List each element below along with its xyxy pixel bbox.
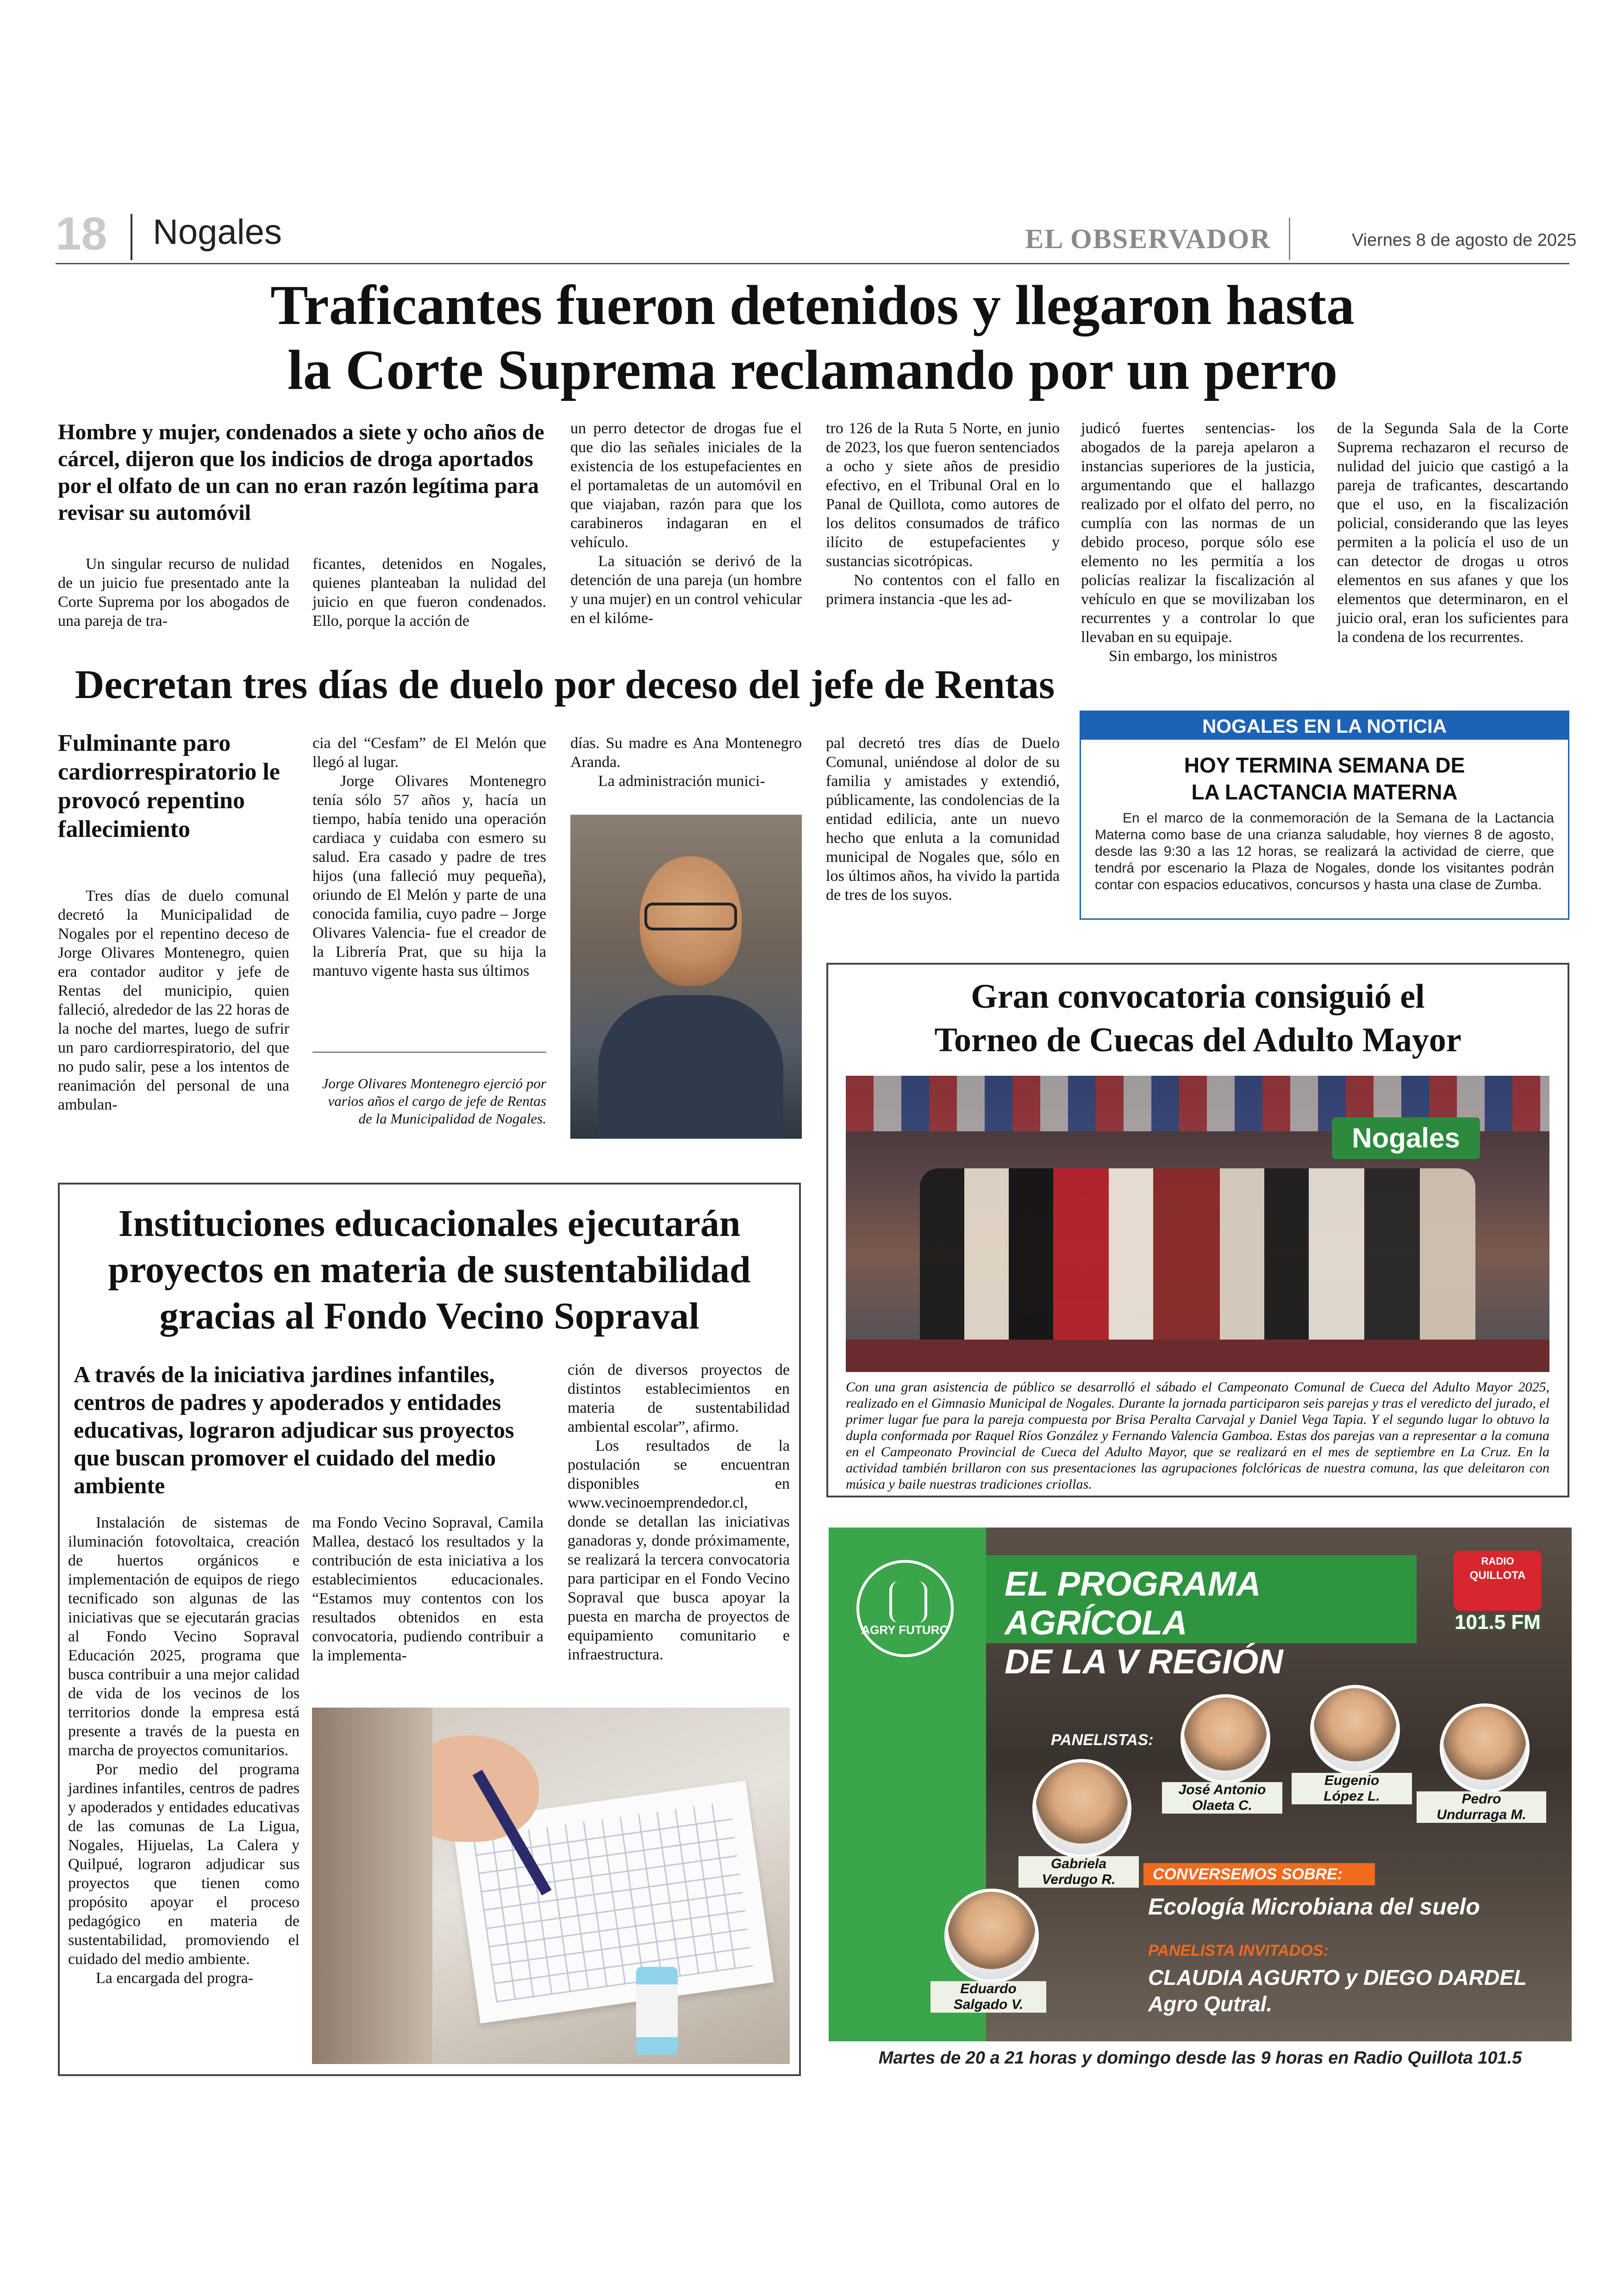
paragraph: Sin embargo, los ministros: [1109, 648, 1277, 665]
panelist-name-line: López L.: [1324, 1789, 1380, 1804]
sopraval-article-box: [58, 1183, 801, 2076]
article2-col2: [312, 734, 546, 980]
radio-ad: [829, 1528, 1572, 2041]
news-sidebar: [1080, 711, 1569, 920]
photo-banner-sign: Nogales: [1332, 1117, 1480, 1159]
section-name: Nogales: [153, 212, 282, 252]
panelist-name: [1417, 1791, 1546, 1823]
article1-col5: [1081, 419, 1315, 666]
article2-col3: [570, 734, 802, 791]
panelist-name: [1292, 1773, 1412, 1804]
article1-col6: [1337, 419, 1568, 647]
radio-quillota-logo: [1444, 1551, 1551, 1643]
article3-headline: [828, 975, 1568, 1062]
paragraph: Instalación de sistemas de iluminación fotovoltaica, creación de huertos orgánicos e implementación de equipos de riego tecnificado son algunas de las iniciativas que se ejecutarán gracias al Fondo Vecino Sopraval Educación 2025, programa que busca contribuir a una mejor calidad de vida de los vecinos de los territorios donde la empresa está presente a través de la puesta en marcha de proyectos comunitarios.: [68, 1514, 300, 1759]
panelist-photo: [1310, 1685, 1400, 1775]
paragraph: La encargada del progra-: [96, 1970, 254, 1987]
student-photo: [312, 1708, 790, 2064]
caption-rule: [312, 1052, 546, 1053]
ad-schedule: Martes de 20 a 21 horas y domingo desde las 9 horas en Radio Quillota 101.5: [878, 2048, 1522, 2068]
header-divider: [131, 214, 132, 260]
radio-frequency: 101.5 FM: [1455, 1611, 1541, 1634]
page-number: 18: [56, 208, 107, 260]
ad-title: [986, 1555, 1417, 1681]
panelist-photo: [1032, 1759, 1131, 1858]
logo-text-line: AGRY: [861, 1623, 896, 1637]
header-rule: [56, 263, 1569, 264]
panelist-name-line: José Antonio: [1178, 1782, 1266, 1797]
portrait-photo: [570, 815, 802, 1139]
article4-col3: [568, 1360, 790, 1664]
headline-line: Torneo de Cuecas del Adulto Mayor: [934, 1021, 1462, 1059]
ad-title-line: EL PROGRAMA AGRÍCOLA: [1005, 1565, 1260, 1642]
cueca-article-box: [826, 963, 1569, 1497]
logo-text: [859, 1623, 951, 1637]
sidebar-title-line: LA LACTANCIA MATERNA: [1191, 780, 1458, 804]
paragraph: No contentos con el fallo en primera instancia -que les ad-: [826, 572, 1060, 608]
cueca-caption: Con una gran asistencia de público se desarrolló el sábado el Campeonato Comunal de Cueca del Adulto Mayor 2025, realizado en el Gimnasio Municipal de Nogales. Durante la jornada participaron seis parejas y tras el veredicto del jurado, el primer lugar fue para la pareja compuesta por Brisa Peralta Carvajal y Daniel Vega Tapia. Y el segundo lugar lo obtuvo la dupla conformada por Raquel Ríos González y Fernando Valencia Gamboa. Estas dos parejas van a representar a la comuna en el Campeonato Provincial de Cueca del Adulto Mayor, que se realizará en el mes de septiembre en La Cruz. En la actividad también brillaron con sus presentaciones las agrupaciones folclóricas de nuestra comuna, las que deleitaron con música y baile nuestras tradiciones criollas.: [846, 1379, 1549, 1492]
paragraph: días. Su madre es Ana Montenegro Aranda.: [570, 735, 802, 771]
sidebar-title: [1081, 752, 1568, 805]
paragraph: Los resultados de la postulación se encuentran disponibles en www.vecinoemprendedor.cl, donde se detallan las iniciativas ganadoras y, donde próximamente, se realizará la tercera convocatoria para participar en el Fondo Vecino Sopraval que busca apoyar la puesta en marcha de proyectos de equipamiento comunitario e infraestructura.: [568, 1437, 790, 1663]
paragraph: ción de diversos proyectos de distintos establecimientos en materia de sustentabilidad ambiental escolar”, afirmo.: [568, 1361, 790, 1435]
article2-col1: [58, 886, 289, 1114]
panelist-name-line: Undurraga M.: [1437, 1807, 1526, 1822]
paragraph: La administración munici-: [598, 773, 765, 790]
issue-date: Viernes 8 de agosto de 2025: [1352, 231, 1577, 250]
logo-text-line: FUTURO: [899, 1623, 949, 1637]
guests-organization: Agro Qutral.: [1148, 1992, 1273, 2016]
gym-floor: [846, 1340, 1549, 1372]
headline-line: la Corte Suprema reclamando por un perro: [287, 339, 1338, 401]
ad-title-line: DE LA V REGIÓN: [1005, 1642, 1283, 1681]
panelist-photo: [1181, 1694, 1270, 1784]
sidebar-body: En el marco de la conmemoración de la Semana de la Lactancia Materna como base de una crianza saludable, hoy viernes 8 de agosto, desde las 9:30 a las 12 horas, se realizará la actividad de cierre, que tendrá por escenario la Plaza de Nogales, donde los visitantes podrán contar con espacios educativos, concursos y hasta una clase de Zumba.: [1095, 811, 1554, 892]
paragraph: cia del “Cesfam” de El Melón que llegó al lugar.: [312, 735, 546, 771]
paragraph: tro 126 de la Ruta 5 Norte, en junio de 2023, los que fueron sentenciados a ocho y siete años de presidio efectivo, en el Tribunal Oral en lo Panal de Quillota, como autores de los delitos consumados de tráfico ilícito de estupefacientes y sustancias sicotrópicas.: [826, 420, 1060, 570]
article2-lede: Fulminante paro cardiorrespiratorio le provocó repentino fallecimiento: [58, 730, 280, 842]
article1-headline: [93, 273, 1532, 403]
paragraph: La situación se derivó de la detención de una pareja (un hombre y una mujer) en un control vehicular en el kilóme-: [570, 553, 802, 627]
radio-label: RADIO: [1481, 1555, 1514, 1567]
paragraph: ficantes, detenidos en Nogales, quienes planteaban la nulidad del juicio en que fueron condenados. Ello, porque la acción de: [312, 555, 546, 630]
topic: Ecología Microbiana del suelo: [1148, 1894, 1480, 1920]
article1-lede: Hombre y mujer, condenados a siete y ocho años de cárcel, dijeron que los indicios de droga aportados por el olfato de un can no eran razón legítima para revisar su automóvil: [58, 420, 544, 525]
paragraph: Tres días de duelo comunal decretó la Municipalidad de Nogales por el repentino deceso de Jorge Olivares Montenegro, quien era contador auditor y jefe de Rentas del municipio, quien falleció, alrededor de las 22 horas de la noche del martes, luego de sufrir un paro cardiorrespiratorio, del que no pudo salir, pese a los intentos de reanimación del personal de una ambulan-: [58, 887, 289, 1113]
article4-col1: [68, 1513, 300, 1988]
panelist-name: [931, 1981, 1046, 2013]
headline-line: Instituciones educacionales ejecutarán: [118, 1202, 741, 1244]
paragraph: Por medio del programa jardines infantiles, centros de padres y apoderados y entidades educativas de las comunas de La Ligua, Nogales, Hijuelas, La Calera y Quilpué, lograron adjudicar sus proyectos que tienen como propósito apoyar el proceso pedagógico en materia de sustentabilidad, promoviendo el cuidado del medio ambiente.: [68, 1761, 300, 1968]
radio-city: QUILLOTA: [1469, 1569, 1526, 1582]
paragraph: pal decretó tres días de Duelo Comunal, uniéndose al dolor de su familia y amistades y extendió, públicamente, las condolencias de la entidad edilicia, ante un nuevo hecho que enluta a la comunidad municipal de Nogales que, sólo en los últimos años, ha vivido la partida de tres de los suyos.: [826, 735, 1060, 904]
panelist-photo: [944, 1889, 1039, 1983]
sidebar-title-line: HOY TERMINA SEMANA DE: [1184, 753, 1465, 777]
headline-line: gracias al Fondo Vecino Sopraval: [159, 1295, 700, 1337]
panelist-name-line: Gabriela: [1050, 1856, 1107, 1871]
eyeglasses: [644, 903, 737, 930]
masthead: EL OBSERVADOR: [1025, 224, 1271, 254]
panelist-name-line: Pedro: [1462, 1791, 1501, 1807]
paragraph: ma Fondo Vecino Sopraval, Camila Mallea, destacó los resultados y la contribución de esta iniciativa a los establecimientos educacionales. “Estamos muy contentos con los resultados obtenidos en esta convocatoria, pudiendo contribuir a la implementa-: [312, 1514, 543, 1664]
panelists-label: PANELISTAS:: [1051, 1731, 1154, 1749]
wheat-icon: [889, 1581, 927, 1623]
panelist-name-line: Eugenio: [1324, 1773, 1380, 1788]
header-divider: [1289, 218, 1290, 260]
headline-line: Gran convocatoria consiguió el: [971, 978, 1425, 1016]
paragraph: de la Segunda Sala de la Corte Suprema rechazaron el recurso de nulidad del juicio que castigó a la pareja de traficantes, descartando que el uso, en la fiscalización policial, considerando que las leyes permiten a la policía el uso de un can detector de drogas u otros elementos en sus afanes y que los elementos que determinaron, en el juicio oral, eran los suficientes para la condena de los recurrentes.: [1337, 420, 1568, 646]
headline-line: Traficantes fueron detenidos y llegaron hasta: [270, 274, 1355, 337]
article4-headline: [60, 1200, 799, 1339]
sidebar-banner: NOGALES EN LA NOTICIA: [1081, 712, 1568, 740]
guests: CLAUDIA AGURTO y DIEGO DARDEL: [1148, 1965, 1527, 1989]
paragraph: judicó fuertes sentencias- los abogados de la pareja apelaron a instancias superiores de la justicia, argumentando que el hallazgo realizado por el olfato del perro, no cumplía con las normas de un debido proceso, porque sólo ese elemento no les permitía a los policías realizar la fiscalización al vehículo en que se movilizaban los recurrentes y a controlar lo que llevaban en su equipaje.: [1081, 420, 1315, 646]
paragraph: Jorge Olivares Montenegro tenía sólo 57 años y, hacía un tiempo, había tenido una operación cardiaca y cuidaba con esmero su salud. Era casado y padre de tres hijos (una falleció muy pequeña), oriundo de El Melón y parte de una conocida familia, cuyo padre – Jorge Olivares Valencia- fue el creador de la Librería Prat, que su hija la mantuvo vigente hasta sus últimos: [312, 773, 546, 979]
article1-col3: [570, 419, 802, 628]
agry-futuro-logo: [856, 1560, 954, 1657]
panelist-name: [1162, 1782, 1282, 1814]
article4-col2: [312, 1513, 543, 1665]
panelist-name-line: Olaeta C.: [1192, 1798, 1253, 1813]
ad-title-block: [986, 1555, 1417, 1681]
panelist-name-line: Eduardo: [960, 1981, 1017, 1996]
panelist-photo: [1440, 1703, 1530, 1793]
article2-col4: [826, 734, 1060, 904]
paragraph: un perro detector de drogas fue el que dio las señales iniciales de la existencia de los estupefacientes en el portamaletas de un automóvil en que viajaban, razón para que los carabineros indagaran en el vehículo.: [570, 420, 802, 551]
panelist-name-line: Salgado V.: [953, 1997, 1024, 2012]
headline-line: proyectos en materia de sustentabilidad: [108, 1248, 751, 1291]
paragraph: Un singular recurso de nulidad de un juicio fue presentado ante la Corte Suprema por los abogados de una pareja de tra-: [58, 555, 289, 630]
hourglass: [636, 1967, 678, 2055]
article1-col1: [58, 555, 289, 630]
topic-label: CONVERSEMOS SOBRE:: [1143, 1863, 1375, 1885]
portrait-caption: Jorge Olivares Montenegro ejerció por varios años el cargo de jefe de Rentas de la Municipalidad de Nogales.: [322, 1075, 546, 1127]
panelist-name: [1018, 1856, 1139, 1888]
article1-col2: [312, 555, 546, 630]
article1-col4: [826, 419, 1060, 609]
child-arm: [312, 1708, 432, 2064]
article2-headline: Decretan tres días de duelo por deceso del jefe de Rentas: [75, 662, 1055, 707]
portrait-jacket: [598, 995, 783, 1139]
guests-label: PANELISTA INVITADOS:: [1148, 1942, 1329, 1959]
cueca-photo: [846, 1076, 1549, 1372]
article4-lede: A través de la iniciativa jardines infantiles, centros de padres y apoderados y entidades educativas, lograron adjudicar sus proyectos que buscan promover el cuidado del medio ambiente: [74, 1361, 514, 1498]
panelist-name-line: Verdugo R.: [1042, 1872, 1116, 1887]
